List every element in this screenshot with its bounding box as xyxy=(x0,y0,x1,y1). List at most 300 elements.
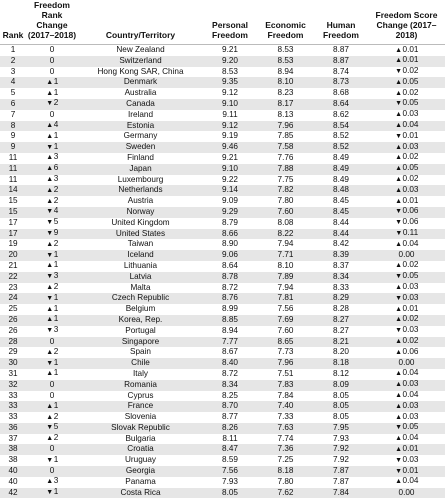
arrow-down-icon: ▼ xyxy=(46,230,54,238)
score-change-value: 0.01 xyxy=(402,130,419,140)
cell-economic-freedom: 7.80 xyxy=(277,476,294,486)
cell-rank-change xyxy=(26,466,78,477)
cell-country: Netherlands xyxy=(118,185,163,195)
cell-economic-freedom: 7.83 xyxy=(277,379,294,389)
cell-personal-freedom: 9.35 xyxy=(222,77,238,87)
rank-change-value: 0 xyxy=(49,466,55,476)
cell-personal-freedom: 8.76 xyxy=(222,293,238,303)
cell-economic-freedom: 8.65 xyxy=(277,336,294,346)
cell-country: Slovenia xyxy=(124,412,157,422)
cell-personal-freedom: 9.21 xyxy=(222,152,238,162)
cell-personal-freedom: 8.94 xyxy=(222,325,238,335)
cell-rank: 26 xyxy=(8,325,18,335)
cell-human-freedom: 8.29 xyxy=(333,293,349,303)
cell-economic-freedom: 7.94 xyxy=(277,239,294,249)
cell-rank: 3 xyxy=(10,66,16,76)
score-change-value: 0.06 xyxy=(402,346,419,356)
cell-rank: 14 xyxy=(8,185,18,195)
arrow-up-icon: ▲ xyxy=(46,316,54,324)
rank-change-value: 4 xyxy=(53,120,59,130)
table-row xyxy=(0,304,445,315)
arrow-up-icon: ▲ xyxy=(46,348,54,356)
rank-change-value: 1 xyxy=(53,357,59,367)
arrow-down-icon: ▼ xyxy=(46,143,54,151)
cell-human-freedom: 8.27 xyxy=(333,314,349,324)
arrow-up-icon: ▲ xyxy=(46,89,54,97)
score-change-value: 0.03 xyxy=(402,109,419,119)
arrow-up-icon: ▲ xyxy=(46,435,54,443)
score-change-value: 0.06 xyxy=(402,206,419,216)
table-row xyxy=(0,337,445,348)
cell-personal-freedom: 9.10 xyxy=(222,163,238,173)
score-change-value: 0.01 xyxy=(402,55,419,65)
cell-country: United States xyxy=(115,228,166,238)
cell-economic-freedom: 8.17 xyxy=(277,98,294,108)
cell-human-freedom: 8.45 xyxy=(333,206,349,216)
cell-country: Lithuania xyxy=(123,260,158,270)
cell-economic-freedom: 7.94 xyxy=(277,282,294,292)
cell-rank: 4 xyxy=(10,77,16,87)
cell-country: Australia xyxy=(124,88,157,98)
cell-personal-freedom: 8.99 xyxy=(222,304,238,314)
cell-rank: 17 xyxy=(8,217,18,227)
rank-change-value: 1 xyxy=(53,487,59,497)
table-row xyxy=(0,196,445,207)
cell-personal-freedom: 9.19 xyxy=(222,131,238,141)
cell-country: Costa Rica xyxy=(120,487,161,497)
cell-economic-freedom: 8.10 xyxy=(277,77,294,87)
cell-country: Denmark xyxy=(123,77,158,87)
table-row xyxy=(0,164,445,175)
cell-rank: 11 xyxy=(8,174,18,184)
arrow-up-icon: ▲ xyxy=(395,186,402,194)
rank-change-value: 1 xyxy=(53,141,59,151)
cell-human-freedom: 7.92 xyxy=(333,455,349,465)
arrow-up-icon: ▲ xyxy=(395,305,402,313)
table-row xyxy=(0,466,445,477)
arrow-up-icon: ▲ xyxy=(46,122,54,130)
arrow-down-icon: ▼ xyxy=(395,68,402,76)
cell-rank: 2 xyxy=(10,55,16,65)
cell-economic-freedom: 7.33 xyxy=(277,412,294,422)
arrow-up-icon: ▲ xyxy=(395,89,402,97)
header-rank: Rank xyxy=(2,30,24,40)
cell-economic-freedom: 7.60 xyxy=(277,206,294,216)
cell-human-freedom: 8.54 xyxy=(333,120,349,130)
cell-human-freedom: 8.12 xyxy=(333,368,349,378)
cell-economic-freedom: 7.89 xyxy=(277,271,294,281)
table-row xyxy=(0,261,445,272)
cell-rank: 21 xyxy=(8,260,18,270)
table-row xyxy=(0,153,445,164)
table-row xyxy=(0,326,445,337)
cell-country: Italy xyxy=(132,368,149,378)
header-human-freedom: Human Freedom xyxy=(323,20,359,40)
arrow-down-icon: ▼ xyxy=(395,273,402,281)
arrow-up-icon: ▲ xyxy=(395,197,402,205)
cell-rank: 23 xyxy=(8,282,18,292)
cell-rank: 9 xyxy=(10,142,16,152)
arrow-down-icon: ▼ xyxy=(46,208,54,216)
cell-human-freedom: 7.95 xyxy=(333,422,349,432)
cell-rank: 15 xyxy=(8,196,18,206)
score-change-value: 0.04 xyxy=(402,368,419,378)
arrow-down-icon: ▼ xyxy=(395,230,403,238)
rank-change-value: 3 xyxy=(53,152,59,162)
cell-rank: 1 xyxy=(10,45,16,54)
cell-economic-freedom: 8.18 xyxy=(277,466,294,476)
cell-human-freedom: 8.44 xyxy=(333,228,349,238)
arrow-up-icon: ▲ xyxy=(395,111,402,119)
arrow-up-icon: ▲ xyxy=(46,78,54,86)
cell-country: Romania xyxy=(124,379,157,389)
score-change-value: 0.03 xyxy=(402,292,419,302)
arrow-down-icon: ▼ xyxy=(395,208,402,216)
cell-economic-freedom: 7.56 xyxy=(277,304,294,314)
table-row xyxy=(0,283,445,294)
rank-change-value: 0 xyxy=(49,55,55,65)
cell-personal-freedom: 8.67 xyxy=(222,347,238,357)
cell-human-freedom: 8.64 xyxy=(333,98,349,108)
cell-rank: 25 xyxy=(8,304,18,314)
cell-rank: 40 xyxy=(8,466,18,476)
arrow-down-icon: ▼ xyxy=(46,359,54,367)
cell-country: Switzerland xyxy=(119,55,162,65)
cell-human-freedom: 8.33 xyxy=(333,282,349,292)
score-change-value: 0.05 xyxy=(402,98,419,108)
cell-rank: 37 xyxy=(8,433,18,443)
cell-economic-freedom: 7.69 xyxy=(277,314,294,324)
rank-change-value: 1 xyxy=(53,249,59,259)
cell-human-freedom: 8.52 xyxy=(333,131,349,141)
score-change-value: 0.05 xyxy=(402,422,419,432)
cell-rank: 32 xyxy=(8,379,18,389)
cell-rank: 15 xyxy=(8,206,18,216)
cell-rank-change xyxy=(26,487,78,499)
cell-personal-freedom: 7.77 xyxy=(222,336,238,346)
score-change-value: 0.04 xyxy=(402,238,419,248)
cell-economic-freedom: 7.96 xyxy=(277,358,294,368)
cell-rank: 24 xyxy=(8,293,18,303)
cell-personal-freedom: 9.09 xyxy=(222,196,238,206)
cell-personal-freedom: 8.72 xyxy=(222,282,238,292)
cell-economic-freedom: 7.60 xyxy=(277,325,294,335)
cell-economic-freedom: 7.88 xyxy=(277,163,294,173)
table-row xyxy=(0,423,445,434)
rank-change-value: 0 xyxy=(49,66,55,76)
score-change-value: 0.03 xyxy=(402,400,419,410)
header-personal-freedom: Personal Freedom xyxy=(212,20,248,40)
rank-change-value: 0 xyxy=(49,45,55,54)
table-row xyxy=(0,67,445,78)
score-change-value: 0.01 xyxy=(402,303,419,313)
cell-personal-freedom: 9.21 xyxy=(222,45,238,54)
arrow-down-icon: ▼ xyxy=(46,273,54,281)
score-change-value: 0.03 xyxy=(402,282,419,292)
arrow-down-icon: ▼ xyxy=(46,327,54,335)
cell-rank: 29 xyxy=(8,347,18,357)
cell-human-freedom: 7.87 xyxy=(333,466,349,476)
cell-personal-freedom: 7.93 xyxy=(222,476,238,486)
arrow-up-icon: ▲ xyxy=(395,445,402,453)
arrow-up-icon: ▲ xyxy=(395,176,402,184)
arrow-up-icon: ▲ xyxy=(46,370,54,378)
cell-country: Belgium xyxy=(125,304,156,314)
arrow-up-icon: ▲ xyxy=(395,57,402,65)
cell-human-freedom: 8.87 xyxy=(333,55,349,65)
cell-economic-freedom: 8.53 xyxy=(277,45,294,54)
cell-country: Cyprus xyxy=(127,390,154,400)
cell-rank: 11 xyxy=(8,163,18,173)
table-body xyxy=(0,45,445,498)
arrow-up-icon: ▲ xyxy=(395,402,402,410)
table-row xyxy=(0,272,445,283)
cell-personal-freedom: 9.12 xyxy=(222,88,238,98)
cell-economic-freedom: 7.71 xyxy=(277,250,294,260)
rank-change-value: 3 xyxy=(53,325,59,335)
cell-country: Hong Kong SAR, China xyxy=(97,66,184,76)
score-change-value: 0.02 xyxy=(402,152,419,162)
rank-change-value: 1 xyxy=(53,260,59,270)
cell-personal-freedom: 8.05 xyxy=(222,487,238,497)
arrow-up-icon: ▲ xyxy=(46,132,54,140)
rank-change-value: 2 xyxy=(53,411,59,421)
cell-rank: 11 xyxy=(8,152,18,162)
cell-human-freedom: 8.28 xyxy=(333,304,349,314)
cell-rank: 38 xyxy=(8,455,18,465)
arrow-down-icon: ▼ xyxy=(395,327,402,335)
table-row xyxy=(0,77,445,88)
cell-personal-freedom: 9.29 xyxy=(222,206,238,216)
cell-personal-freedom: 8.90 xyxy=(222,239,238,249)
rank-change-value: 1 xyxy=(53,400,59,410)
cell-rank-change xyxy=(26,337,78,348)
cell-personal-freedom: 8.53 xyxy=(222,66,238,76)
cell-country: Panama xyxy=(125,476,156,486)
cell-country: Germany xyxy=(123,131,158,141)
cell-personal-freedom: 9.10 xyxy=(222,98,238,108)
score-change-value: 0.05 xyxy=(402,163,419,173)
score-change-value: 0.00 xyxy=(398,250,415,260)
cell-rank-change xyxy=(26,391,78,402)
cell-economic-freedom: 7.81 xyxy=(277,293,294,303)
cell-rank-change xyxy=(26,98,78,110)
cell-human-freedom: 8.09 xyxy=(333,379,349,389)
arrow-up-icon: ▲ xyxy=(46,186,54,194)
score-change-value: 0.02 xyxy=(402,87,419,97)
cell-rank: 26 xyxy=(8,314,18,324)
cell-country: Norway xyxy=(126,206,155,216)
rank-change-value: 0 xyxy=(49,444,55,454)
cell-rank-change xyxy=(26,380,78,391)
table-row xyxy=(0,175,445,186)
header-rank-change: Freedom Rank Change (2017–2018) xyxy=(27,0,77,40)
arrow-down-icon: ▼ xyxy=(395,467,402,475)
cell-personal-freedom: 8.66 xyxy=(222,228,238,238)
cell-human-freedom: 8.49 xyxy=(333,152,349,162)
arrow-down-icon: ▼ xyxy=(46,219,54,227)
cell-economic-freedom: 7.62 xyxy=(277,487,294,497)
cell-personal-freedom: 8.59 xyxy=(222,455,238,465)
score-change-value: 0.06 xyxy=(402,217,419,227)
header-score-change: Freedom Score Change (2017–2018) xyxy=(375,10,438,40)
cell-country: United Kingdom xyxy=(111,217,170,227)
table-row xyxy=(0,88,445,99)
cell-rank: 8 xyxy=(10,120,16,130)
arrow-down-icon: ▼ xyxy=(46,294,54,302)
cell-rank: 9 xyxy=(10,131,16,141)
rank-change-value: 2 xyxy=(53,433,59,443)
table-row xyxy=(0,358,445,369)
arrow-down-icon: ▼ xyxy=(46,251,54,259)
arrow-up-icon: ▲ xyxy=(395,262,402,270)
table-row xyxy=(0,401,445,412)
score-change-value: 0.04 xyxy=(402,433,419,443)
cell-human-freedom: 8.48 xyxy=(333,185,349,195)
cell-personal-freedom: 8.72 xyxy=(222,368,238,378)
table-row xyxy=(0,293,445,304)
cell-human-freedom: 8.21 xyxy=(333,336,349,346)
table-row xyxy=(0,477,445,488)
cell-rank: 22 xyxy=(8,271,18,281)
cell-economic-freedom: 7.74 xyxy=(277,433,294,443)
arrow-down-icon: ▼ xyxy=(395,219,402,227)
cell-country: Ireland xyxy=(127,109,154,119)
arrow-down-icon: ▼ xyxy=(395,132,402,140)
cell-personal-freedom: 9.11 xyxy=(222,109,238,119)
cell-economic-freedom: 7.73 xyxy=(277,347,294,357)
cell-rank: 33 xyxy=(8,390,18,400)
arrow-up-icon: ▲ xyxy=(395,165,402,173)
arrow-up-icon: ▲ xyxy=(46,176,54,184)
cell-human-freedom: 8.39 xyxy=(333,250,349,260)
cell-personal-freedom: 9.22 xyxy=(222,174,238,184)
cell-economic-freedom: 7.58 xyxy=(277,142,294,152)
table-row xyxy=(0,207,445,218)
cell-country: Japan xyxy=(129,163,152,173)
cell-country: Latvia xyxy=(129,271,152,281)
table-row xyxy=(0,444,445,455)
cell-country: Taiwan xyxy=(127,239,154,249)
rank-change-value: 1 xyxy=(53,303,59,313)
arrow-up-icon: ▲ xyxy=(46,240,54,248)
table-row xyxy=(0,455,445,466)
arrow-down-icon: ▼ xyxy=(395,456,402,464)
cell-rank: 20 xyxy=(8,250,18,260)
arrow-up-icon: ▲ xyxy=(395,240,402,248)
cell-human-freedom: 7.84 xyxy=(333,487,349,497)
rank-change-value: 2 xyxy=(53,346,59,356)
cell-rank: 38 xyxy=(8,444,18,454)
arrow-down-icon: ▼ xyxy=(395,100,402,108)
arrow-up-icon: ▲ xyxy=(395,143,402,151)
rank-change-value: 1 xyxy=(53,87,59,97)
arrow-up-icon: ▲ xyxy=(395,435,402,443)
cell-economic-freedom: 8.23 xyxy=(277,88,294,98)
cell-personal-freedom: 9.46 xyxy=(222,142,238,152)
arrow-up-icon: ▲ xyxy=(46,413,54,421)
score-change-value: 0.01 xyxy=(402,44,419,54)
cell-country: Czech Republic xyxy=(111,293,170,303)
table-row xyxy=(0,412,445,423)
table-row xyxy=(0,110,445,121)
cell-economic-freedom: 8.22 xyxy=(277,228,294,238)
cell-country: Georgia xyxy=(125,466,156,476)
table-row xyxy=(0,250,445,261)
cell-personal-freedom: 8.47 xyxy=(222,444,238,454)
cell-country: Singapore xyxy=(121,336,160,346)
arrow-up-icon: ▲ xyxy=(395,316,402,324)
cell-personal-freedom: 7.56 xyxy=(222,466,238,476)
score-change-value: 0.02 xyxy=(402,66,419,76)
cell-rank: 33 xyxy=(8,412,18,422)
cell-country: Bulgaria xyxy=(125,433,156,443)
table-row xyxy=(0,131,445,142)
rank-change-value: 1 xyxy=(53,314,59,324)
table-row xyxy=(0,56,445,67)
score-change-value: 0.03 xyxy=(402,379,419,389)
cell-human-freedom: 8.52 xyxy=(333,142,349,152)
cell-rank: 36 xyxy=(8,422,18,432)
header-country: Country/Territory xyxy=(105,30,176,40)
cell-country: Iceland xyxy=(127,250,154,260)
cell-rank: 7 xyxy=(10,109,16,119)
cell-human-freedom: 8.68 xyxy=(333,88,349,98)
cell-economic-freedom: 7.75 xyxy=(277,174,294,184)
cell-personal-freedom: 8.79 xyxy=(222,217,238,227)
cell-score-change xyxy=(368,347,445,359)
arrow-up-icon: ▲ xyxy=(395,154,402,162)
rank-change-value: 0 xyxy=(49,390,55,400)
table-row xyxy=(0,434,445,445)
arrow-up-icon: ▲ xyxy=(395,122,402,130)
cell-human-freedom: 8.45 xyxy=(333,196,349,206)
header-economic-freedom: Economic Freedom xyxy=(265,20,306,40)
cell-country: Spain xyxy=(130,347,151,357)
arrow-down-icon: ▼ xyxy=(395,294,402,302)
cell-human-freedom: 8.34 xyxy=(333,271,349,281)
cell-rank-change xyxy=(26,455,78,467)
score-change-value: 0.05 xyxy=(402,76,419,86)
table-row xyxy=(0,391,445,402)
score-change-value: 0.04 xyxy=(402,390,419,399)
cell-economic-freedom: 7.76 xyxy=(277,152,294,162)
cell-country: Slovak Republic xyxy=(111,422,170,432)
cell-personal-freedom: 8.25 xyxy=(222,390,238,400)
cell-economic-freedom: 8.08 xyxy=(277,217,294,227)
cell-country: Korea, Rep. xyxy=(118,314,163,324)
arrow-up-icon: ▲ xyxy=(395,78,402,86)
cell-economic-freedom: 8.94 xyxy=(277,66,294,76)
table-row xyxy=(0,369,445,380)
table-row xyxy=(0,347,445,358)
rank-change-value: 1 xyxy=(53,292,59,302)
score-change-value: 0.01 xyxy=(402,465,419,475)
cell-country: New Zealand xyxy=(116,45,165,54)
cell-economic-freedom: 8.10 xyxy=(277,260,294,270)
cell-human-freedom: 8.87 xyxy=(333,45,349,54)
cell-human-freedom: 8.49 xyxy=(333,174,349,184)
score-change-value: 0.02 xyxy=(402,174,419,184)
arrow-down-icon: ▼ xyxy=(46,456,54,464)
cell-human-freedom: 8.73 xyxy=(333,77,349,87)
rank-change-value: 4 xyxy=(53,206,59,216)
cell-rank: 31 xyxy=(8,368,18,378)
rank-change-value: 0 xyxy=(49,379,55,389)
cell-score-change xyxy=(368,358,445,369)
score-change-value: 0.05 xyxy=(402,271,419,281)
cell-rank: 33 xyxy=(8,401,18,411)
